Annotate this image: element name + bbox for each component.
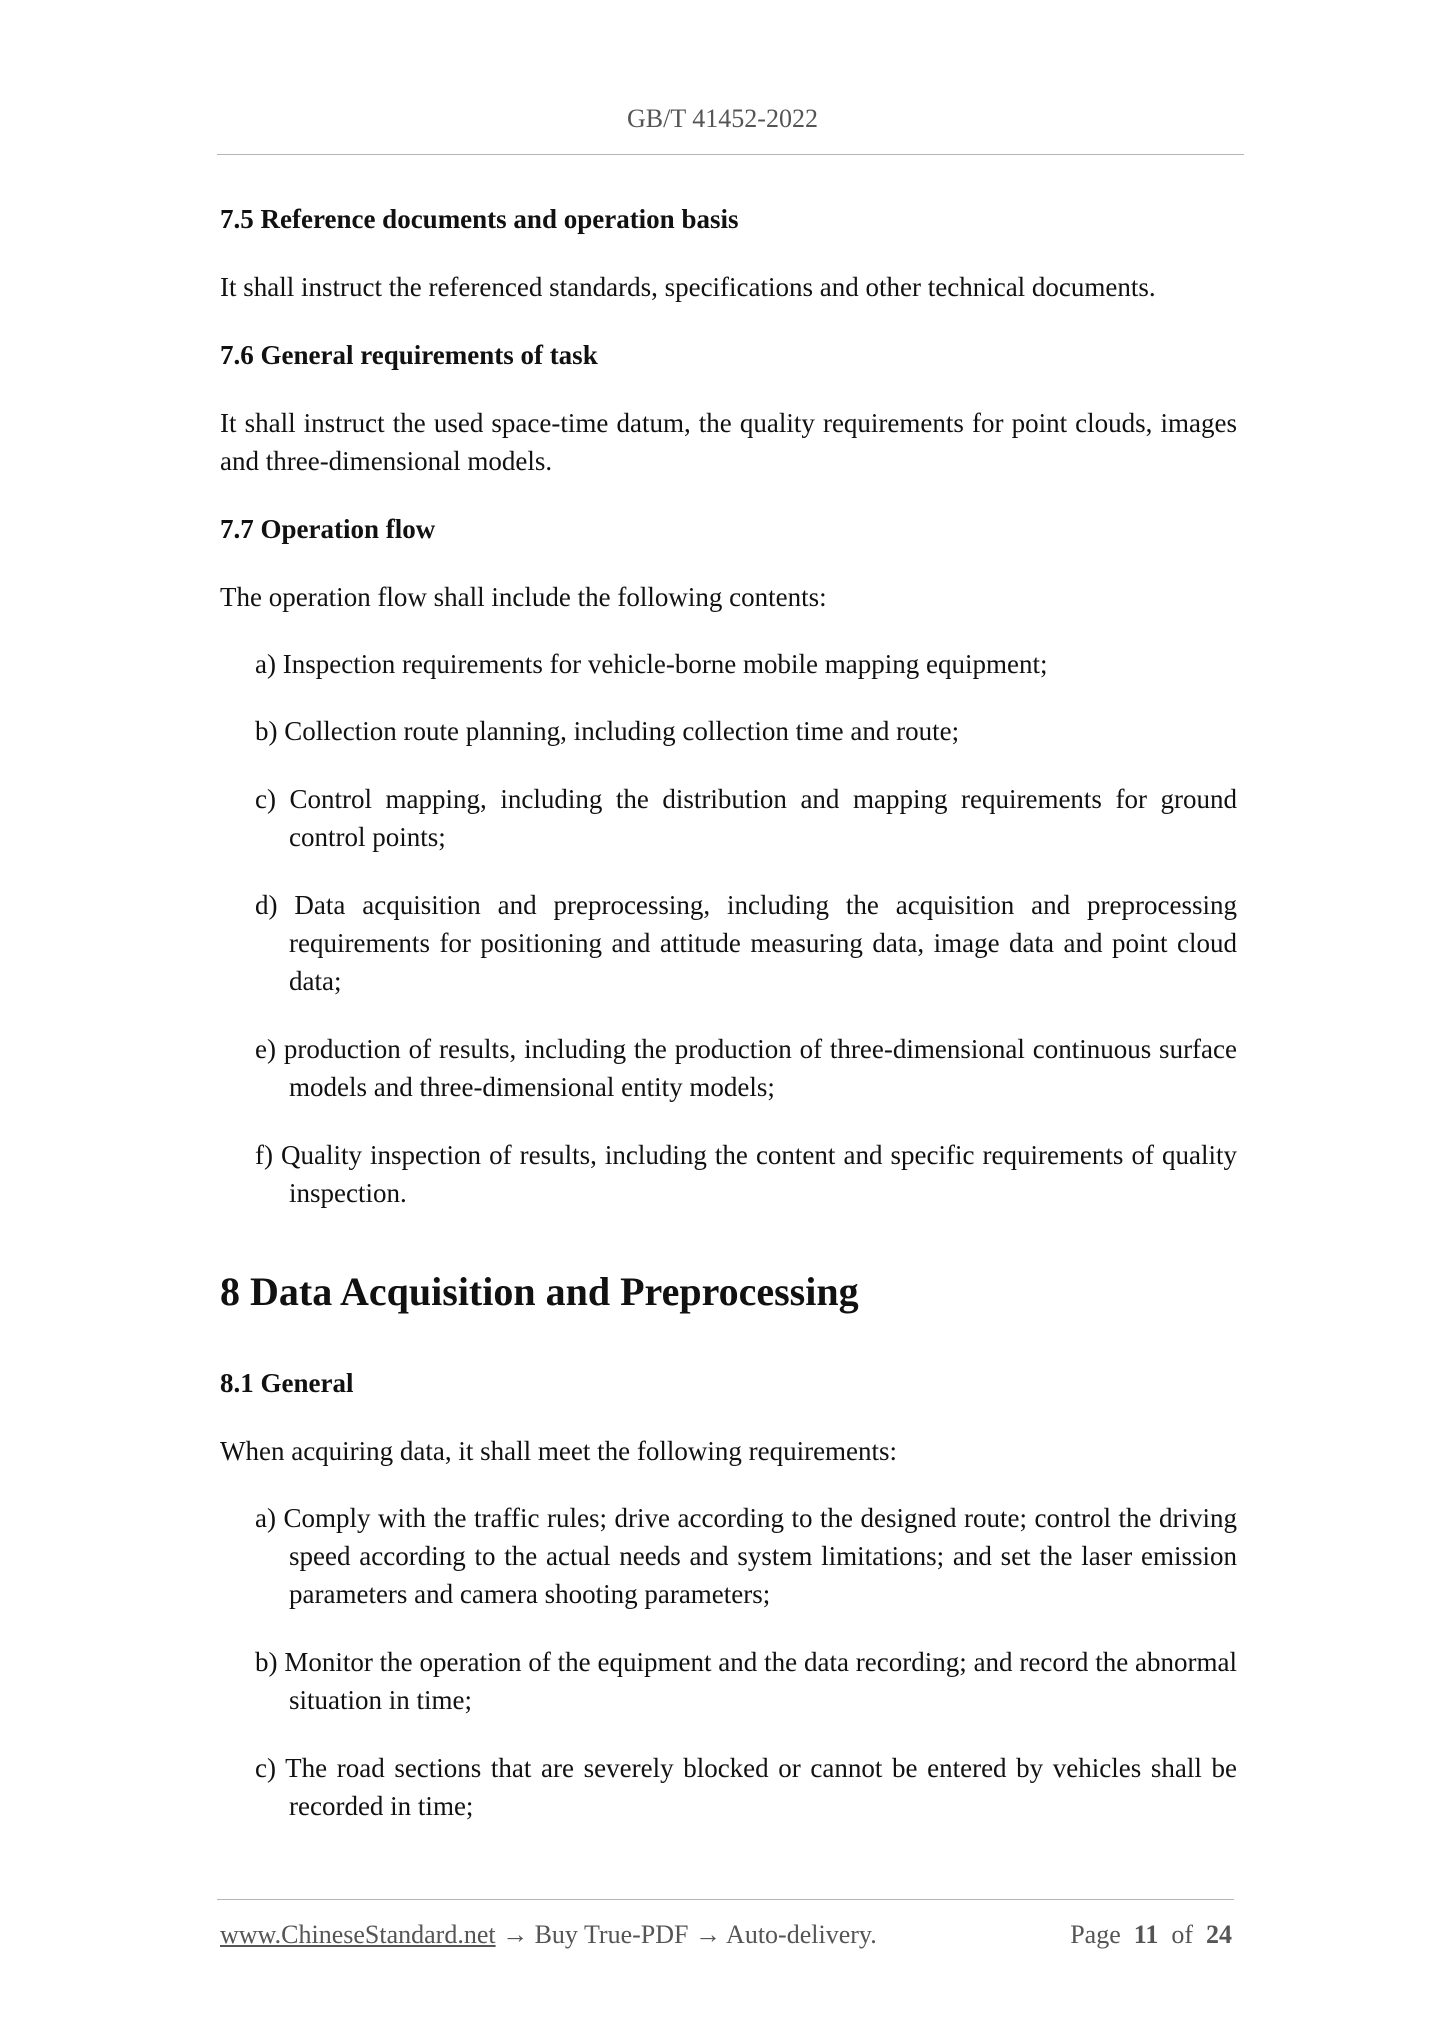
- section-7-6-text: It shall instruct the used space-time datum, the quality requirements for point clouds, images and three-dimensional models.: [220, 408, 1237, 476]
- section-8-1-intro: When acquiring data, it shall meet the following requirements:: [220, 1436, 898, 1466]
- footer-divider: [217, 1899, 1234, 1900]
- page-label: Page: [1070, 1920, 1121, 1949]
- section-7-7-heading: 7.7 Operation flow: [220, 514, 436, 544]
- section-8-heading: 8 Data Acquisition and Preprocessing: [220, 1269, 859, 1314]
- document-code: GB/T 41452-2022: [627, 104, 818, 133]
- page-indicator: [1070, 1920, 1232, 1950]
- section-8-1-heading: 8.1 General: [220, 1368, 354, 1398]
- of-label: of: [1171, 1920, 1193, 1949]
- section-7-5-text: It shall instruct the referenced standards, specifications and other technical documents.: [220, 272, 1156, 302]
- footer-promo: [220, 1920, 877, 1950]
- list-item: b) Monitor the operation of the equipment and the data recording; and record the abnormal situation in time;: [255, 1647, 1237, 1715]
- list-item: b) Collection route planning, including collection time and route;: [255, 716, 960, 746]
- list-item: a) Comply with the traffic rules; drive according to the designed route; control the driving speed according to the actual needs and system limitations; and set the laser emission parameters and camera shooting parameters;: [255, 1503, 1237, 1609]
- section-7-6-heading: 7.6 General requirements of task: [220, 340, 598, 370]
- footer-tagline: → Buy True-PDF → Auto-delivery.: [495, 1920, 877, 1949]
- list-item: e) production of results, including the production of three-dimensional continuous surface models and three-dimensional entity models;: [255, 1034, 1237, 1102]
- list-item: a) Inspection requirements for vehicle-borne mobile mapping equipment;: [255, 649, 1048, 679]
- list-item: c) Control mapping, including the distribution and mapping requirements for ground control points;: [255, 784, 1237, 852]
- list-item: c) The road sections that are severely blocked or cannot be entered by vehicles shall be recorded in time;: [255, 1753, 1237, 1821]
- list-item: f) Quality inspection of results, including the content and specific requirements of quality inspection.: [255, 1140, 1237, 1208]
- header-divider: [217, 154, 1244, 155]
- page-number: 11: [1133, 1920, 1159, 1949]
- list-item: d) Data acquisition and preprocessing, including the acquisition and preprocessing requirements for positioning and attitude measuring data, image data and point cloud data;: [255, 890, 1237, 996]
- page-total: 24: [1206, 1920, 1232, 1949]
- website-link[interactable]: www.ChineseStandard.net: [220, 1920, 496, 1949]
- section-7-7-intro: The operation flow shall include the following contents:: [220, 582, 827, 612]
- section-7-5-heading: 7.5 Reference documents and operation basis: [220, 204, 739, 234]
